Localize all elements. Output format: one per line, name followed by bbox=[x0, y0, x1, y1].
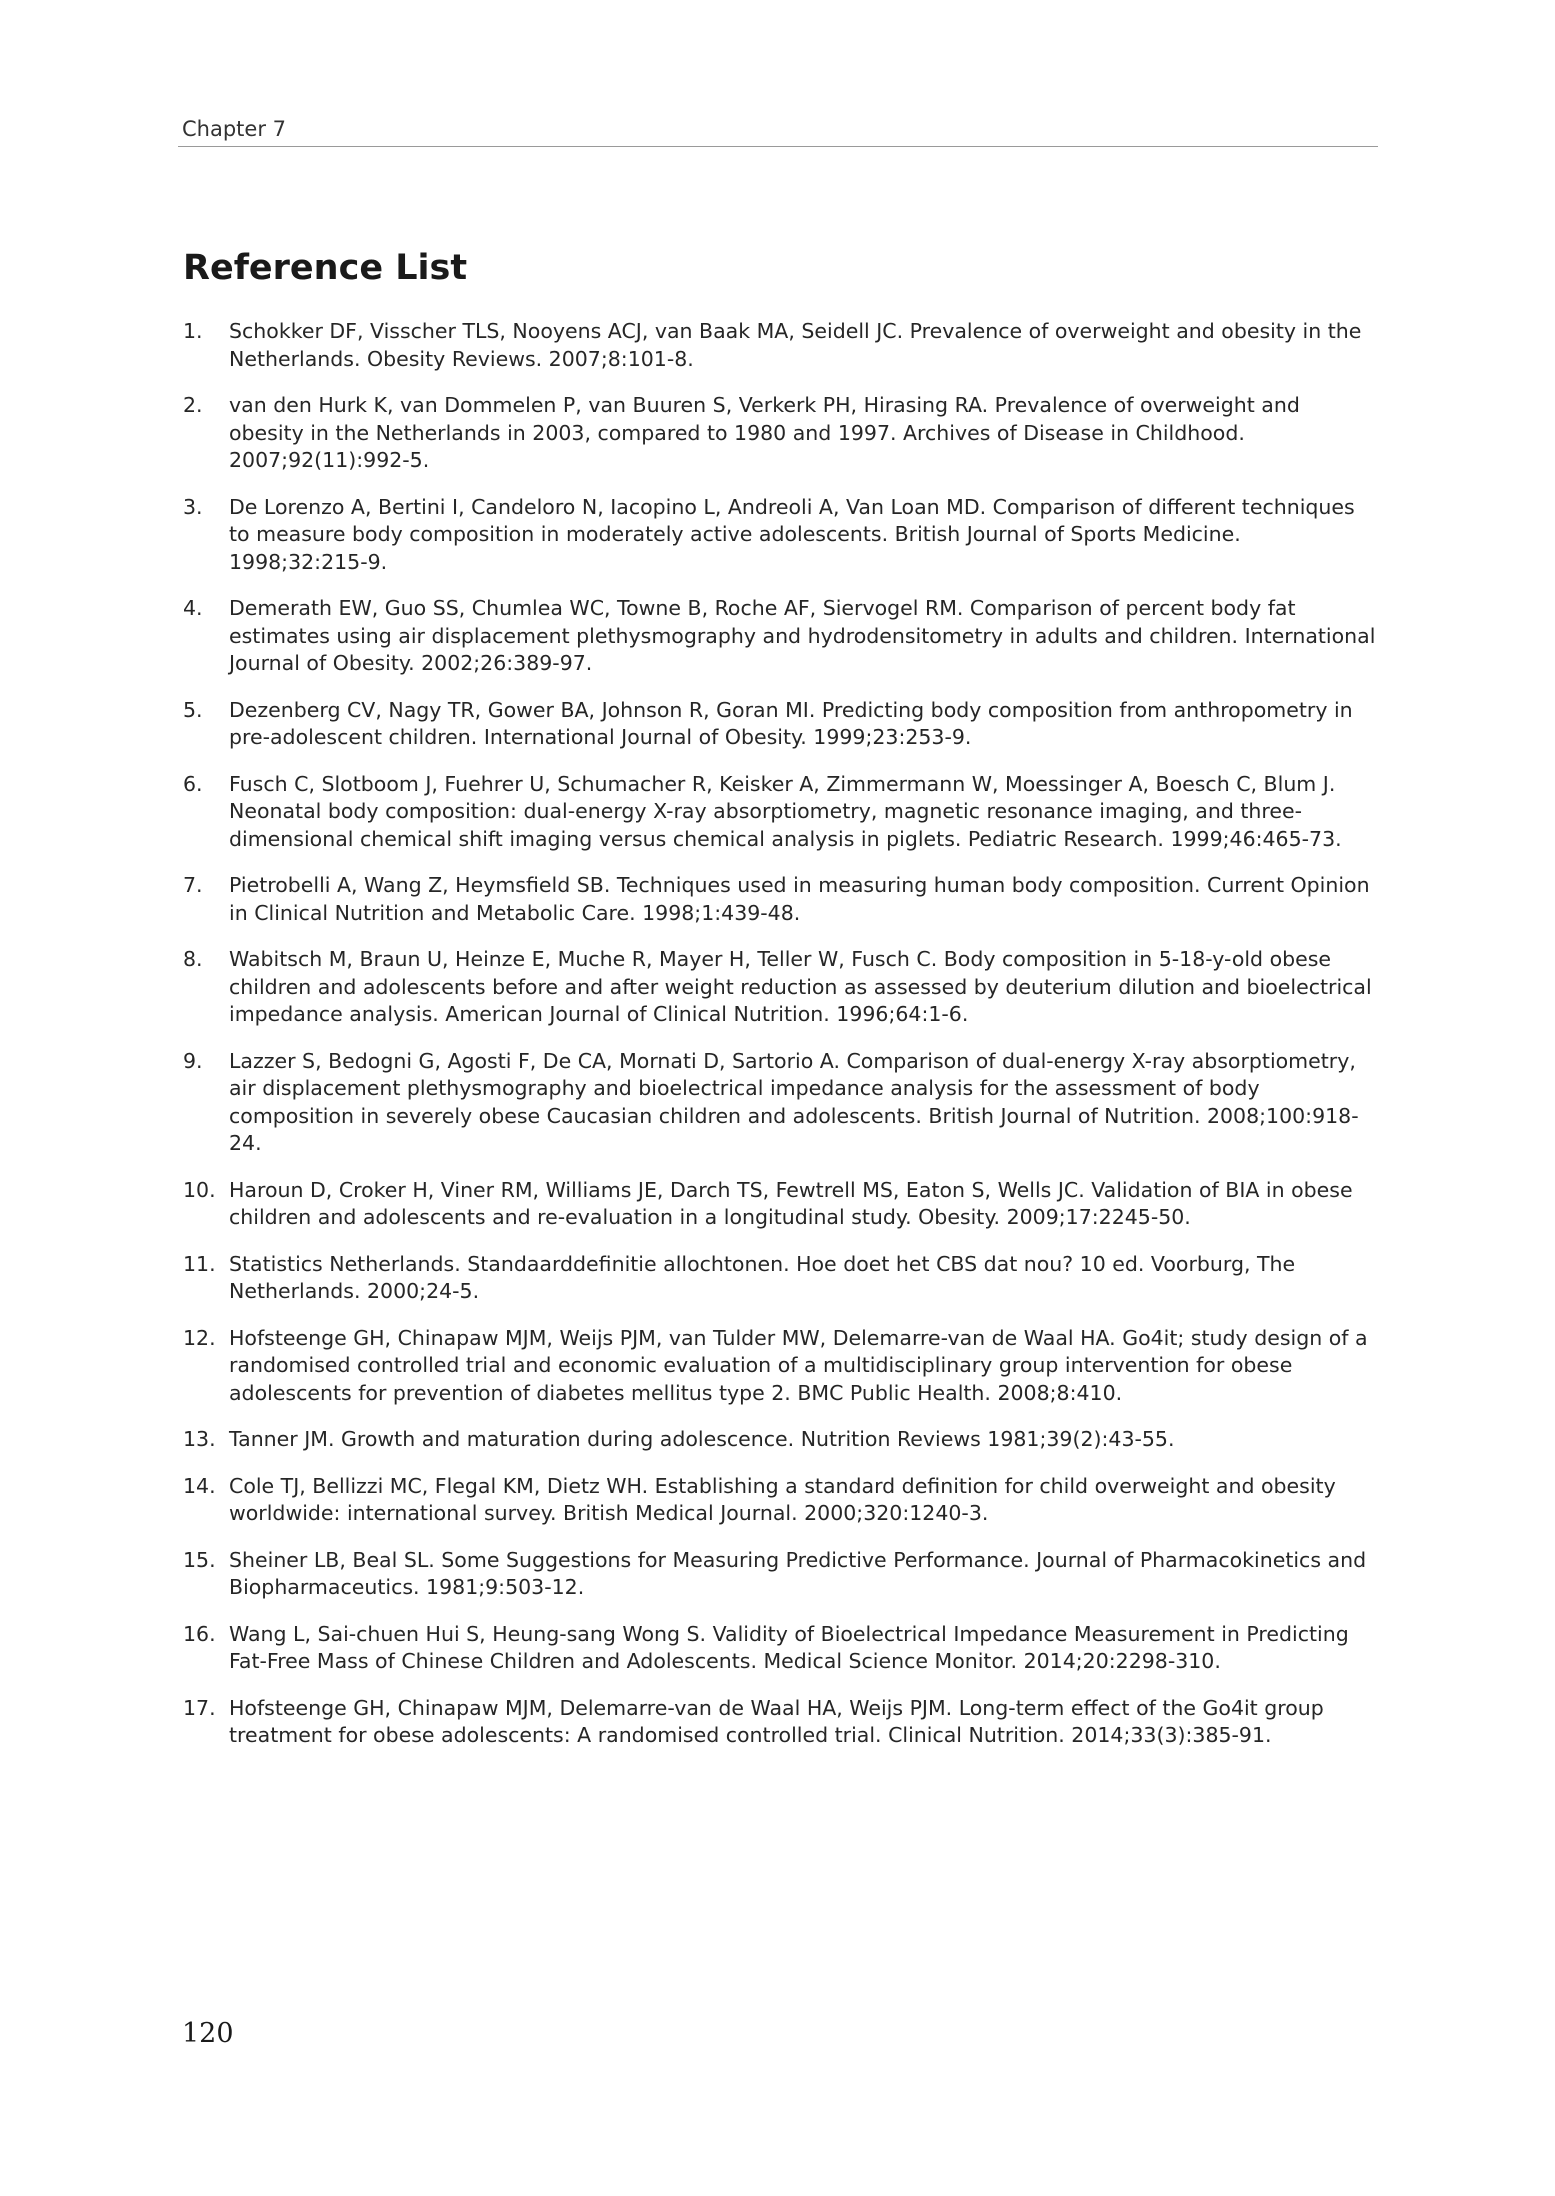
reference-item bbox=[183, 1621, 1378, 1676]
reference-item bbox=[183, 1325, 1378, 1408]
reference-number: 9. bbox=[183, 1048, 203, 1073]
reference-text: Sheiner LB, Beal SL. Some Suggestions for Measuring Predictive Performance. Journal of Pharmacokinetics and Biopharmaceutics. 1981;9:503-12. bbox=[229, 1547, 1367, 1599]
reference-item bbox=[183, 946, 1378, 1029]
reference-item bbox=[183, 771, 1378, 854]
reference-item bbox=[183, 318, 1378, 373]
reference-number: 17. bbox=[183, 1695, 216, 1720]
page-number: 120 bbox=[182, 2018, 234, 2049]
reference-number: 15. bbox=[183, 1547, 216, 1572]
reference-text: Tanner JM. Growth and maturation during adolescence. Nutrition Reviews 1981;39(2):43-55. bbox=[229, 1427, 1175, 1451]
reference-item bbox=[183, 494, 1378, 577]
reference-text: Schokker DF, Visscher TLS, Nooyens ACJ, van Baak MA, Seidell JC. Prevalence of overweight and obesity in the Netherlands. Obesity Reviews. 2007;8:101-8. bbox=[229, 319, 1362, 371]
reference-number: 5. bbox=[183, 697, 203, 722]
reference-number: 14. bbox=[183, 1473, 216, 1498]
reference-item bbox=[183, 1695, 1378, 1750]
reference-number: 7. bbox=[183, 873, 203, 897]
reference-text: Fusch C, Slotboom J, Fuehrer U, Schumacher R, Keisker A, Zimmermann W, Moessinger A, Boesch C, Blum J. Neonatal body composition: dual-energy X-ray absorptiometry, magnetic resonance imaging, and three-dimensional chemical shift imaging versus chemical analysis in piglets. Pediatric Research. 1999;46:465-73. bbox=[229, 771, 1342, 851]
reference-text: Hofsteenge GH, Chinapaw MJM, Delemarre-van de Waal HA, Weijs PJM. Long-term effect of the Go4it group treatment for obese adolescents: A randomised controlled trial. Clinical Nutrition. 2014;33(3):385-91. bbox=[229, 1695, 1324, 1747]
reference-item bbox=[183, 1251, 1378, 1306]
reference-text: Statistics Netherlands. Standaarddefinitie allochtonen. Hoe doet het CBS dat nou? 10 ed. Voorburg, The Netherlands. 2000;24-5. bbox=[229, 1251, 1296, 1303]
reference-text: Lazzer S, Bedogni G, Agosti F, De CA, Mornati D, Sartorio A. Comparison of dual-energy X-ray absorptiometry, air displacement plethysmography and bioelectrical impedance analysis for the assessment of body composition in severely obese Caucasian children and adolescents. British Journal of Nutrition. 2008;100:918-24. bbox=[229, 1048, 1359, 1155]
reference-number: 3. bbox=[183, 494, 203, 519]
reference-number: 4. bbox=[183, 596, 203, 620]
reference-text: Hofsteenge GH, Chinapaw MJM, Weijs PJM, van Tulder MW, Delemarre-van de Waal HA. Go4it; study design of a randomised controlled trial and economic evaluation of a multidisciplinary group intervention for obese adolescents for prevention of diabetes mellitus type 2. BMC Public Health. 2008;8:410. bbox=[229, 1325, 1368, 1405]
reference-number: 10. bbox=[183, 1177, 216, 1202]
reference-number: 13. bbox=[183, 1427, 216, 1451]
reference-item bbox=[183, 595, 1378, 678]
reference-text: Wabitsch M, Braun U, Heinze E, Muche R, Mayer H, Teller W, Fusch C. Body composition in 5-18-y-old obese children and adolescents before and after weight reduction as assessed by deuterium dilution and bioelectrical impedance analysis. American Journal of Clinical Nutrition. 1996;64:1-6. bbox=[229, 947, 1372, 1026]
reference-number: 1. bbox=[183, 319, 203, 343]
reference-number: 6. bbox=[183, 771, 203, 796]
running-header bbox=[178, 116, 1378, 147]
reference-item bbox=[183, 1048, 1378, 1158]
reference-item bbox=[183, 1473, 1378, 1528]
reference-text: Pietrobelli A, Wang Z, Heymsfield SB. Techniques used in measuring human body composition. Current Opinion in Clinical Nutrition and Metabolic Care. 1998;1:439-48. bbox=[229, 873, 1370, 925]
reference-text: van den Hurk K, van Dommelen P, van Buuren S, Verkerk PH, Hirasing RA. Prevalence of overweight and obesity in the Netherlands in 2003, compared to 1980 and 1997. Archives of Disease in Childhood. 2007;92(11):992-5. bbox=[229, 393, 1300, 472]
reference-number: 8. bbox=[183, 947, 203, 971]
reference-number: 11. bbox=[183, 1251, 216, 1276]
reference-item bbox=[183, 1177, 1378, 1232]
reference-text: Dezenberg CV, Nagy TR, Gower BA, Johnson R, Goran MI. Predicting body composition from anthropometry in pre-adolescent children. International Journal of Obesity. 1999;23:253-9. bbox=[229, 697, 1353, 749]
reference-number: 16. bbox=[183, 1621, 216, 1646]
reference-text: Haroun D, Croker H, Viner RM, Williams JE, Darch TS, Fewtrell MS, Eaton S, Wells JC. Validation of BIA in obese children and adolescents and re-evaluation in a longitudinal study. Obesity. 2009;17:2245-50. bbox=[229, 1177, 1353, 1229]
chapter-label: Chapter 7 bbox=[182, 117, 286, 141]
page-title: Reference List bbox=[183, 248, 468, 288]
reference-item bbox=[183, 392, 1378, 475]
reference-list bbox=[183, 318, 1378, 1769]
reference-item bbox=[183, 1426, 1378, 1454]
reference-item bbox=[183, 872, 1378, 927]
reference-number: 2. bbox=[183, 393, 203, 417]
reference-text: Wang L, Sai-chuen Hui S, Heung-sang Wong S. Validity of Bioelectrical Impedance Measurement in Predicting Fat-Free Mass of Chinese Children and Adolescents. Medical Science Monitor. 2014;20:2298-310. bbox=[229, 1621, 1349, 1673]
reference-text: Cole TJ, Bellizzi MC, Flegal KM, Dietz WH. Establishing a standard definition for child overweight and obesity worldwide: international survey. British Medical Journal. 2000;320:1240-3. bbox=[229, 1473, 1336, 1525]
reference-item bbox=[183, 697, 1378, 752]
reference-number: 12. bbox=[183, 1325, 216, 1350]
reference-text: De Lorenzo A, Bertini I, Candeloro N, Iacopino L, Andreoli A, Van Loan MD. Comparison of different techniques to measure body composition in moderately active adolescents. British Journal of Sports Medicine. 1998;32:215-9. bbox=[229, 494, 1355, 574]
reference-item bbox=[183, 1547, 1378, 1602]
reference-text: Demerath EW, Guo SS, Chumlea WC, Towne B, Roche AF, Siervogel RM. Comparison of percent body fat estimates using air displacement plethysmography and hydrodensitometry in adults and children. International Journal of Obesity. 2002;26:389-97. bbox=[229, 596, 1376, 675]
